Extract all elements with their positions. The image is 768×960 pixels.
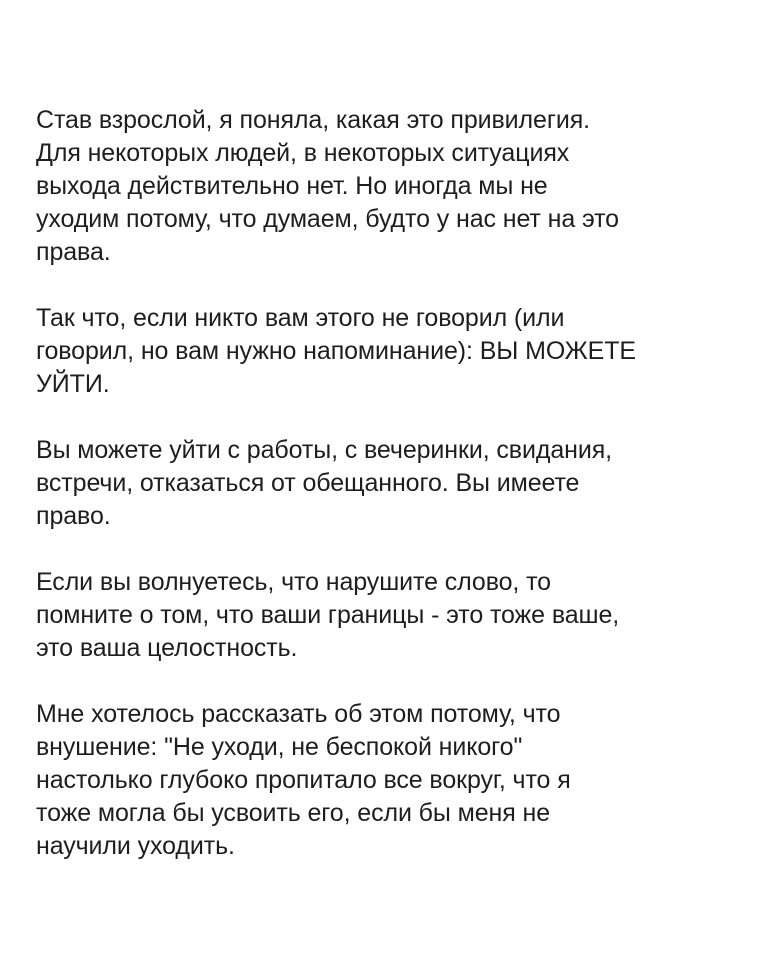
text-line: выхода действительно нет. Но иногда мы не bbox=[36, 172, 548, 200]
text-line: УЙТИ. bbox=[36, 370, 110, 398]
text-line: это ваша целостность. bbox=[36, 634, 298, 662]
text-line: говорил, но вам нужно напоминание): ВЫ МОЖЕТЕ bbox=[36, 337, 636, 365]
text-line: Так что, если никто вам этого не говорил (или bbox=[36, 304, 565, 332]
paragraph-3 bbox=[36, 434, 736, 533]
text-line: Вы можете уйти с работы, с вечеринки, свидания, bbox=[36, 436, 612, 464]
text-line: Став взрослой, я поняла, какая это привилегия. bbox=[36, 106, 591, 134]
text-line: Для некоторых людей, в некоторых ситуациях bbox=[36, 139, 570, 167]
text-line: внушение: "Не уходи, не беспокой никого" bbox=[36, 733, 523, 761]
text-line: настолько глубоко пропитало все вокруг, что я bbox=[36, 766, 571, 794]
text-line: права. bbox=[36, 238, 111, 266]
paragraph-2 bbox=[36, 302, 736, 401]
document-body bbox=[36, 104, 736, 896]
text-line: тоже могла бы усвоить его, если бы меня не bbox=[36, 799, 551, 827]
text-line: Мне хотелось рассказать об этом потому, что bbox=[36, 700, 561, 728]
paragraph-1 bbox=[36, 104, 736, 269]
paragraph-5 bbox=[36, 698, 736, 863]
text-line: научили уходить. bbox=[36, 832, 235, 860]
paragraph-4 bbox=[36, 566, 736, 665]
text-line: уходим потому, что думаем, будто у нас нет на это bbox=[36, 205, 619, 233]
text-line: право. bbox=[36, 502, 111, 530]
text-line: Если вы волнуетесь, что нарушите слово, то bbox=[36, 568, 551, 596]
text-line: помните о том, что ваши границы - это тоже ваше, bbox=[36, 601, 620, 629]
text-line: встречи, отказаться от обещанного. Вы имеете bbox=[36, 469, 580, 497]
